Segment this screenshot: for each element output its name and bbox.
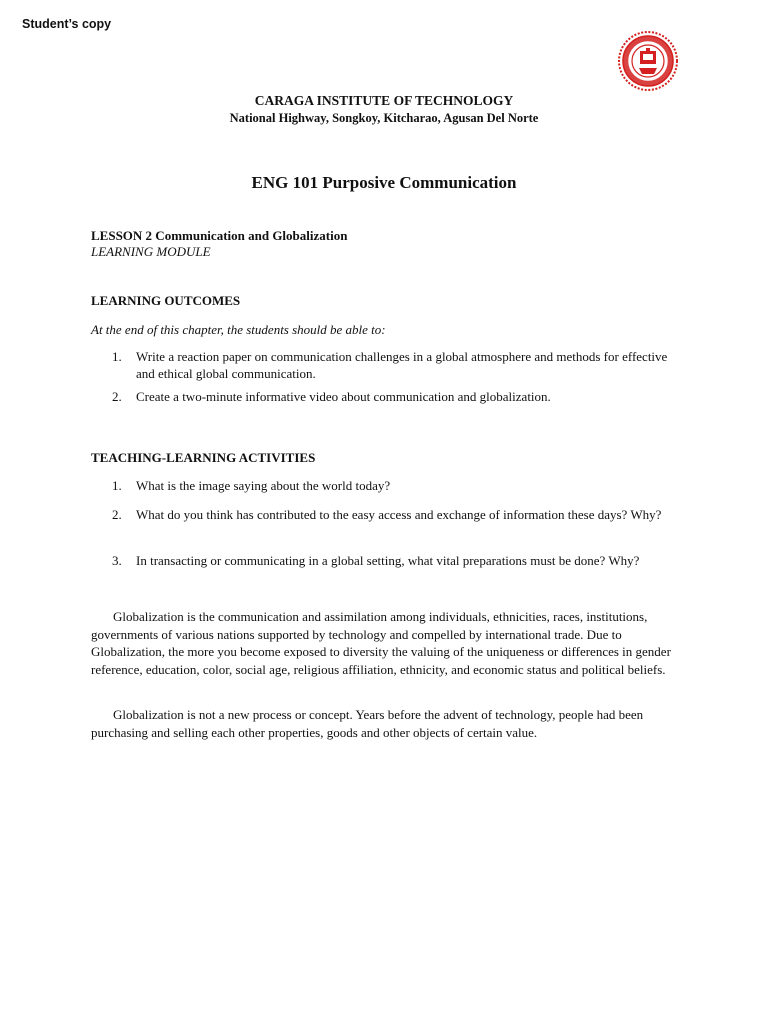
copy-label: Student’s copy <box>22 17 112 31</box>
list-item-text: Create a two-minute informative video about communication and globalization. <box>136 389 551 404</box>
learning-outcomes-intro: At the end of this chapter, the students should be able to: <box>91 322 386 337</box>
list-item-text: What is the image saying about the world today? <box>136 478 391 493</box>
body-paragraph: Globalization is not a new process or concept. Years before the advent of technology, people had been purchasing and selling each other properties, goods and other objects of certain value. <box>91 707 644 740</box>
list-item <box>112 506 682 552</box>
institution-seal-logo <box>617 30 679 92</box>
list-item <box>112 348 682 388</box>
list-item-text: Write a reaction paper on communication challenges in a global atmosphere and methods for effective and ethical global communication. <box>136 349 668 381</box>
institution-address: National Highway, Songkoy, Kitcharao, Agusan Del Norte <box>229 111 539 125</box>
activities-list <box>112 477 682 569</box>
list-item-text: In transacting or communicating in a global setting, what vital preparations must be done? Why? <box>136 553 640 568</box>
list-item <box>112 477 682 506</box>
institution-name: CARAGA INSTITUTE OF TECHNOLOGY <box>254 93 514 108</box>
list-item <box>112 388 682 405</box>
list-item <box>112 552 682 569</box>
list-item-number: 1. <box>112 478 122 493</box>
list-item-text: What do you think has contributed to the easy access and exchange of information these days? Why? <box>136 507 662 522</box>
course-title: ENG 101 Purposive Communication <box>251 173 517 192</box>
learning-outcomes-list <box>112 348 682 405</box>
lesson-subtitle: LEARNING MODULE <box>91 244 211 259</box>
body-paragraph: Globalization is the communication and assimilation among individuals, ethnicities, races, institutions, governments of various nations supported by technology and compelled by international trade. Due to Globalization, the more you become exposed to diversity the valuing of the uniqueness or differences in gender reference, education, color, social age, religious affiliation, ethnicity, and economic status and political beliefs. <box>91 609 671 677</box>
list-item-number: 2. <box>112 389 122 404</box>
activities-heading: TEACHING-LEARNING ACTIVITIES <box>91 450 316 465</box>
lesson-title: LESSON 2 Communication and Globalization <box>91 228 348 243</box>
list-item-number: 3. <box>112 553 122 568</box>
list-item-number: 2. <box>112 507 122 522</box>
list-item-number: 1. <box>112 349 122 364</box>
learning-outcomes-heading: LEARNING OUTCOMES <box>91 293 241 308</box>
